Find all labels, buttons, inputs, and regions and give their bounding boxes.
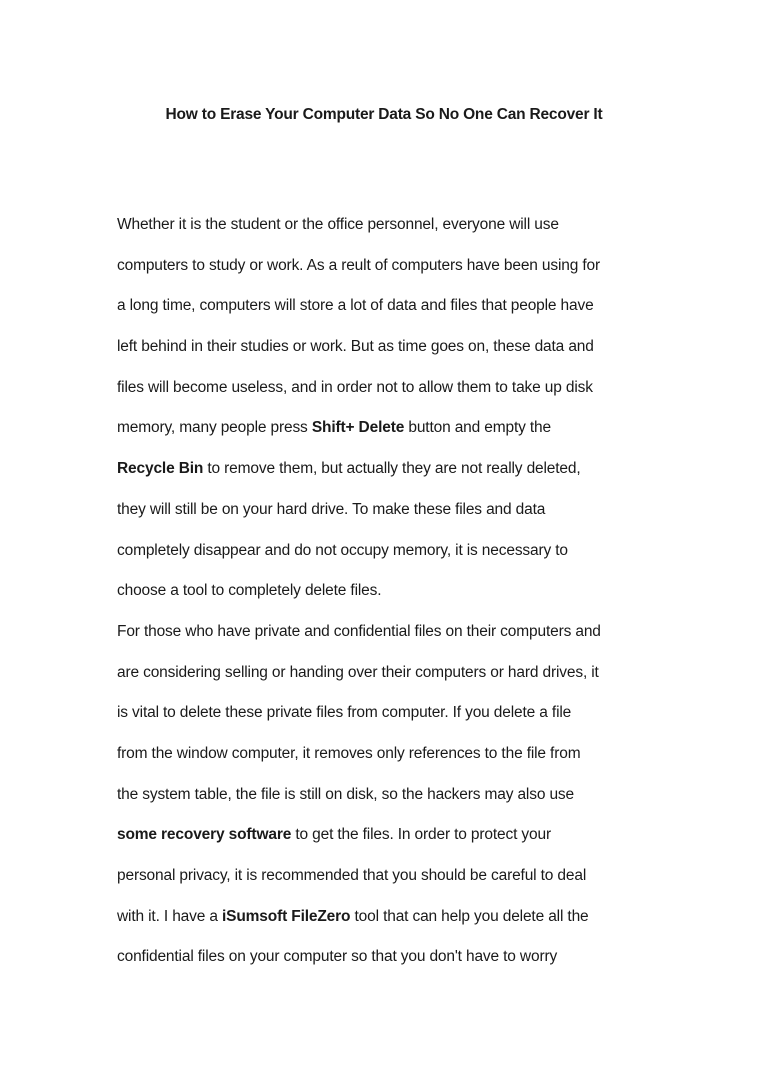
- bold-term-recycle-bin: Recycle Bin: [117, 460, 204, 478]
- bold-term-recovery-software: some recovery software: [117, 826, 292, 844]
- text-line: the system table, the file is still on disk, so the hackers may also use: [117, 785, 574, 803]
- text-line: a long time, computers will store a lot of data and files that people have: [117, 297, 594, 315]
- text-line: personal privacy, it is recommended that you should be careful to deal: [117, 867, 587, 884]
- text-line: choose a tool to completely delete files.: [117, 582, 382, 600]
- text-line: [117, 815, 662, 856]
- text-line: confidential files on your computer so that you don't have to worry: [117, 948, 558, 966]
- text-line: left behind in their studies or work. But as time goes on, these data and: [117, 338, 594, 356]
- text-line: [117, 897, 662, 938]
- text-segment: button and empty the: [404, 419, 551, 437]
- paragraph-1: [117, 205, 662, 612]
- text-line: computers to study or work. As a reult of computers have been using for: [117, 256, 601, 274]
- text-segment: to remove them, but actually they are not really deleted,: [203, 460, 581, 478]
- document-body: [117, 205, 662, 978]
- text-line: files will become useless, and in order not to allow them to take up disk: [117, 378, 593, 396]
- text-line: from the window computer, it removes only references to the file from: [117, 744, 581, 762]
- text-line: [117, 449, 662, 490]
- text-line: For those who have private and confidential files on their computers and: [117, 622, 601, 640]
- text-segment: tool that can help you delete all the: [350, 907, 589, 925]
- text-line: Whether it is the student or the office personnel, everyone will use: [117, 216, 559, 233]
- text-line: [117, 408, 662, 449]
- text-segment: with it. I have a: [117, 907, 222, 925]
- bold-term-shift-delete: Shift+ Delete: [311, 419, 405, 437]
- text-segment: to get the files. In order to protect your: [291, 826, 551, 844]
- document-title: How to Erase Your Computer Data So No One Can Recover It: [165, 106, 603, 123]
- text-segment: memory, many people press: [117, 419, 312, 437]
- bold-term-isumsoft-filezero: iSumsoft FileZero: [222, 907, 351, 925]
- text-line: they will still be on your hard drive. To make these files and data: [117, 500, 546, 518]
- text-line: are considering selling or handing over their computers or hard drives, it: [117, 663, 599, 681]
- paragraph-2: [117, 612, 662, 978]
- text-line: is vital to delete these private files from computer. If you delete a file: [117, 704, 572, 722]
- text-line: completely disappear and do not occupy memory, it is necessary to: [117, 541, 568, 559]
